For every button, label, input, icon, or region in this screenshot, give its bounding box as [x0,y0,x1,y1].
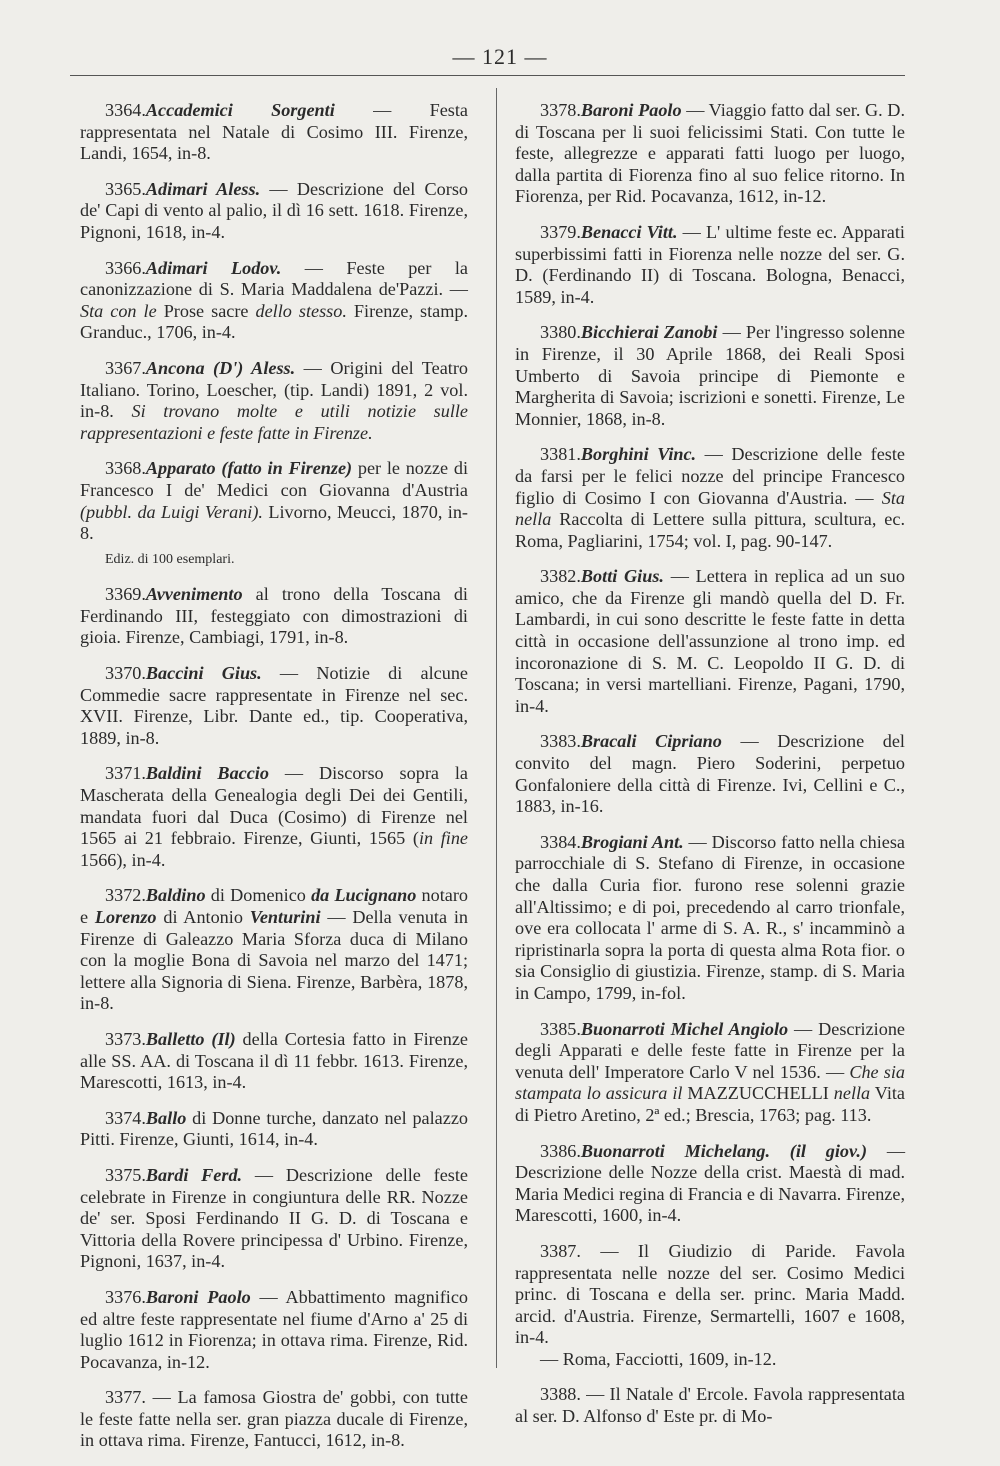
entry-note: Che sia stampata lo assicura il [515,1061,905,1104]
entry-3381 [515,444,905,552]
entry-number: 3372. [105,885,146,906]
entry-3388 [515,1384,905,1427]
entry-author: Borghini Vinc. [580,444,697,465]
entry-note: nella [833,1083,871,1104]
entry-text: — Descrizione degli Apparati e delle feste fatte in Firenze per la venuta dell' Imperatore Carlo V nel 1536. — [515,1018,905,1082]
entry-author: da Lucignano [311,885,417,906]
entry-author: Brogiani Ant. [580,831,684,852]
entry-text: — Il Natale d' Ercole. Favola rappresentata al ser. D. Alfonso d' Este pr. di Mo- [515,1384,905,1427]
entry-3382 [515,566,905,717]
entry-text: — Origini del Teatro Italiano. Torino, Loescher, (tip. Landi) 1891, 2 vol. in-8. [80,357,468,422]
entry-author: Baccini Gius. [145,663,262,684]
entry-number: 3367. [105,357,146,378]
header-rule [70,75,905,76]
entry-number: 3366. [105,257,146,278]
column-divider [496,88,497,1368]
entry-3374 [80,1108,468,1151]
entry-number: 3382. [540,566,581,587]
entry-number: 3387. [540,1240,581,1261]
entry-text: — Per l'ingresso solenne in Firenze, il 30 Aprile 1868, dei Reali Sposi Umberto di Savoia principe di Piemonte e Margherita di Savoia; iscrizioni e sonetti. Firenze, Le Monnier, 1868, in-8. [515,322,905,429]
entry-number: 3384. [540,831,581,852]
entry-3383 [515,731,905,817]
entry-3369 [80,584,468,649]
entry-author: Buonarroti Michel Angiolo [580,1018,789,1039]
entry-author: Bardi Ferd. [145,1164,243,1185]
entry-text: Livorno, Meucci, 1870, in-8. [80,501,468,544]
entry-number: 3365. [105,178,146,199]
entry-text: Firenze, stamp. Granduc., 1706, in-4. [80,300,468,343]
entry-3373 [80,1029,468,1094]
entry-3375 [80,1165,468,1273]
entry-text: Raccolta di Lettere sulla pittura, scultura, ec. Roma, Pagliarini, 1754; vol. I, pag. 90-147. [515,509,905,551]
entry-author: Bracali Cipriano [580,731,722,752]
entry-3376 [80,1287,468,1373]
entry-text: MAZZUCCHELLI [682,1083,834,1104]
entry-3380 [515,322,905,430]
entry-author: Baroni Paolo [145,1286,251,1307]
entry-text: Vita di Pietro Aretino, 2ª ed.; Brescia, 1763; pag. 113. [515,1083,905,1125]
entry-author: Baldini Baccio [145,763,269,784]
entry-number: 3369. [105,584,146,605]
entry-text: — Descrizione del Corso de' Capi di vento al palio, il dì 16 sett. 1618. Firenze, Pignoni, 1618, in-4. [80,178,468,242]
entry-text: 1566), in-4. [80,849,166,870]
entry-text: di Donne turche, danzato nel palazzo Pitti. Firenze, Giunti, 1614, in-4. [80,1107,468,1150]
entry-text: — Notizie di alcune Commedie sacre rappresentate in Firenze nel sec. XVII. Firenze, Libr. Dante ed., tip. Cooperativa, 1889, in-8. [80,663,468,748]
entry-3366 [80,258,468,344]
entry-author: Venturini [249,907,321,927]
entry-3384 [515,832,905,1005]
entry-3372 [80,885,468,1015]
entry-3365 [80,179,468,244]
entry-number: 3371. [105,763,146,784]
entry-author: Buonarroti Michelang. (il giov.) [580,1140,868,1161]
entry-text: notaro e [80,885,468,927]
entry-number: 3368. [105,458,146,479]
entry-author: Avvenimento [145,584,243,605]
page-number: — 121 — [452,44,548,69]
entry-3386 [515,1141,905,1227]
entry-text: — La famosa Giostra de' gobbi, con tutte le feste fatte nella ser. gran piazza ducale di Firenze, in ottava rima. Firenze, Fantucci, 1612, in-8. [80,1387,468,1451]
entry-3367 [80,358,468,444]
entry-3387 [515,1241,905,1349]
entry-text: — Descrizione delle feste da farsi per le felici nozze del principe Francesco figlio di Cosimo I con Giovanna d'Austria. — [515,444,905,508]
entry-number: 3386. [540,1140,581,1161]
entry-number: 3376. [105,1286,146,1307]
entry-3371 [80,763,468,871]
entry-number: 3381. [540,444,581,465]
entry-note: dello stesso. [255,300,347,321]
entry-author: Ballo [145,1107,187,1128]
entry-author: Lorenzo [94,907,157,927]
entry-text: — Descrizione del convito del magn. Piero Soderini, perpetuo Gonfaloniere della città di Firenze. Ivi, Cellini e C., 1883, in-16. [515,731,905,817]
entry-text: — Feste per la canonizzazione di S. Maria Maddalena de'Pazzi. — [80,257,468,300]
entry-author: Botti Gius. [580,566,664,587]
entry-number: 3385. [540,1018,581,1039]
entry-text: — Discorso sopra la Mascherata della Genealogia degli Dei dei Gentili, mandata fuori dal Duca (Cosimo) di Firenze nel 1565 ai 21 febbraio. Firenze, Giunti, 1565 ( [80,763,468,849]
entry-note: Sta nella [515,487,905,530]
entry-text: — Viaggio fatto dal ser. G. D. di Toscana per li suoi felicissimi Stati. Con tutte le feste, allegrezze e apparati fatti luogo per luogo, dalla partita di Fiorenza fino al suo felice ritorno. In Fiorenza, per Rid. Pocavanza, 1612, in-12. [515,100,905,207]
entry-text: — Discorso fatto nella chiesa parrocchiale di S. Stefano di Firenze, in occasione che dalla Curia fior. furono rese solenni grazie all'Altissimo; e di poi, precedendo al carro trionfale, ove era collocata l' arme di S. A. R., s' incamminò a ripristinarla sopra la porta di questa alma Rota fior. o sia Consiglio di giustizia. Firenze, stamp. di S. Maria in Campo, 1799, in-fol. [515,831,905,1003]
entry-3385 [515,1019,905,1127]
left-column [80,100,468,1466]
entry-number: 3380. [540,322,581,343]
entry-author: Adimari Lodov. [145,257,282,278]
entry-number: 3378. [540,100,581,120]
entry-text: Prose sacre [156,300,256,321]
entry-text: della Cortesia fatto in Firenze alle SS. AA. di Toscana il dì 11 febbr. 1613. Firenze, Marescotti, 1613, in-4. [80,1028,468,1093]
entry-text: al trono della Toscana di Ferdinando III, festeggiato con dimostrazioni di gioia. Firenze, Cambiagi, 1791, in-8. [80,584,468,648]
entry-text: — L' ultime feste ec. Apparati superbissimi fatti in Fiorenza nelle nozze del ser. G. D. (Ferdinando II) di Toscana. Bologna, Benacci, 1589, in-4. [515,221,905,307]
entry-note: Sta con le [80,300,157,321]
entry-3368 [80,458,468,544]
entry-author: Balletto (Il) [145,1028,236,1049]
entry-author: Adimari Aless. [145,178,261,199]
entry-number: 3388. [540,1384,581,1405]
right-column [515,100,905,1442]
entry-author: Baldino [145,885,206,906]
entry-author: Benacci Vitt. [580,221,678,242]
entry-number: 3374. [105,1107,146,1128]
entry-number: 3379. [540,221,581,242]
entry-note: in fine [418,828,469,849]
entry-number: 3370. [105,663,146,684]
entry-text: — Il Giudizio di Paride. Favola rappresentata nelle nozze del ser. Cosimo Medici princ. di Toscana e della ser. princ. Maria Madd. arcid. d'Austria. Firenze, Sermartelli, 1607 e 1608, in-4. [515,1240,905,1348]
entry-text: — Abbattimento magnifico ed altre feste rappresentate nel fiume d'Arno a' 25 di luglio 1612 in Fiorenza; in ottava rima. Firenze, Rid. Pocavanza, in-12. [80,1286,468,1372]
entry-author: Baroni Paolo [580,100,682,120]
entry-footnote: Ediz. di 100 esemplari. [105,551,235,567]
entry-author: Accademici Sorgenti [145,100,335,120]
entry-note: Si trovano molte e utili notizie sulle rappresentazioni e feste fatte in Firenze. [80,401,468,443]
entry-text: — Lettera in replica ad un suo amico, che da Firenze gli mandò quella del D. Fr. Lambardi, in cui sono descritte le feste fatte in detta città in occasione dell'assunzione al trono imp. ed incoronazione di S. M. C. Leopoldo II G. D. di Toscana; in versi martelliani. Firenze, Pagani, 1790, in-4. [515,566,905,716]
entry-number: 3383. [540,731,581,752]
entry-3377 [80,1387,468,1452]
entry-text: — Della venuta in Firenze di Galeazzo Maria Sforza duca di Milano con la moglie Bona di Savoia nel marzo del 1471; lettere alla Signoria di Siena. Firenze, Barbèra, 1878, in-8. [80,907,468,1014]
entry-note: (pubbl. da Luigi Verani). [80,501,263,522]
entry-number: 3377. [105,1387,146,1408]
entry-text: di Antonio [156,907,250,927]
entry-extra: — Roma, Facciotti, 1609, in-12. [540,1348,777,1369]
entry-text: — Festa rappresentata nel Natale di Cosimo III. Firenze, Landi, 1654, in-8. [80,100,468,164]
entry-text: per le nozze di Francesco I de' Medici con Giovanna d'Austria [80,458,468,500]
entry-author: Apparato (fatto in Firenze) [145,458,353,479]
entry-number: 3373. [105,1028,146,1049]
entry-author: Ancona (D') Aless. [145,357,296,378]
entry-3379 [515,222,905,308]
entry-text: di Domenico [205,885,312,906]
entry-number: 3364. [105,100,146,120]
entry-3378 [515,100,905,208]
entry-text: — Descrizione delle feste celebrate in Firenze in congiuntura delle RR. Nozze de' ser. Sposi Ferdinando II G. D. di Toscana e Vittoria della Rovere principessa d' Urbino. Firenze, Pignoni, 1637, in-4. [80,1164,468,1272]
entry-3370 [80,663,468,749]
entry-3364 [80,100,468,165]
entry-text: — Descrizione delle Nozze della crist. Maestà di mad. Maria Medici regina di Francia e di Navarra. Firenze, Marescotti, 1600, in-4. [515,1140,905,1226]
entry-author: Bicchierai Zanobi [580,322,718,343]
entry-number: 3375. [105,1164,146,1185]
